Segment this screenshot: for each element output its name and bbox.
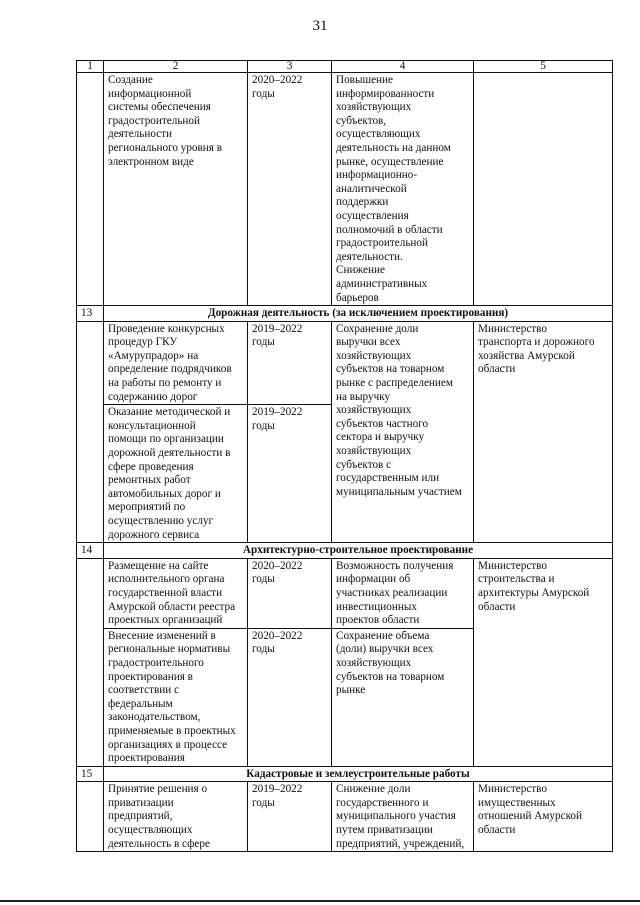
- table-row: [77, 558, 613, 628]
- row-number: [77, 73, 104, 306]
- period-cell: 2020–2022 годы: [248, 628, 332, 766]
- result-cell: Сохранение объема (доли) выручки всех хозяйствующих субъектов на товарном рынке: [332, 628, 474, 766]
- measure-cell: Принятие решения о приватизации предприятий, осуществляющих деятельность в сфере: [104, 782, 248, 852]
- table-row: [77, 321, 613, 405]
- table-row: [77, 73, 613, 306]
- column-header-1: 1: [77, 61, 104, 73]
- measure-cell: Создание информационной системы обеспечения градостроительной деятельности регионального уровня в электронном виде: [104, 73, 248, 306]
- section-number: 15: [77, 766, 104, 782]
- period-cell: 2020–2022 годы: [248, 558, 332, 628]
- section-number: 14: [77, 543, 104, 559]
- section-number: 13: [77, 306, 104, 322]
- measure-cell: Проведение конкурсных процедур ГКУ «Амурупрадор» на определение подрядчиков на работы по ремонту и содержанию дорог: [104, 321, 248, 405]
- executor-cell: [474, 73, 613, 306]
- section-row-14: [77, 543, 613, 559]
- table-header-row: [77, 61, 613, 73]
- page-number: 31: [312, 18, 328, 34]
- result-cell: Повышение информированности хозяйствующих субъектов, осуществляющих деятельность на данном рынке, осуществление информационно- аналитической поддержки осуществления полномочий в области градостроительной деятельности. Снижение административных барьеров: [332, 73, 474, 306]
- section-title: Кадастровые и землеустроительные работы: [104, 766, 613, 782]
- table-row: [77, 782, 613, 852]
- executor-cell: Министерство транспорта и дорожного хозяйства Амурской области: [474, 321, 613, 543]
- column-header-3: 3: [248, 61, 332, 73]
- row-number: [77, 782, 104, 852]
- column-header-4: 4: [332, 61, 474, 73]
- section-row-13: [77, 306, 613, 322]
- result-cell: Возможность получения информации об участниках реализации инвестиционных проектов области: [332, 558, 474, 628]
- executor-cell: Министерство строительства и архитектуры Амурской области: [474, 558, 613, 766]
- period-cell: 2019–2022 годы: [248, 405, 332, 543]
- measure-cell: Внесение изменений в региональные нормативы градостроительного проектирования в соответствии с федеральным законодательством, применяемые в проектных организациях в процессе проектирования: [104, 628, 248, 766]
- period-cell: 2019–2022 годы: [248, 782, 332, 852]
- column-header-2: 2: [104, 61, 248, 73]
- measures-table: [76, 60, 613, 852]
- column-header-5: 5: [474, 61, 613, 73]
- section-row-15: [77, 766, 613, 782]
- row-number: [77, 321, 104, 543]
- measure-cell: Размещение на сайте исполнительного органа государственной власти Амурской области реестра проектных организаций: [104, 558, 248, 628]
- executor-cell: Министерство имущественных отношений Амурской области: [474, 782, 613, 852]
- result-cell: Сохранение доли выручки всех хозяйствующих субъектов на товарном рынке с распределением на выручку хозяйствующих субъектов частного сектора и выручку хозяйствующих субъектов с государственным или муниципальным участием: [332, 321, 474, 543]
- row-number: [77, 558, 104, 766]
- section-title: Дорожная деятельность (за исключением проектирования): [104, 306, 613, 322]
- page-bottom-rule: [0, 900, 640, 902]
- period-cell: 2019–2022 годы: [248, 321, 332, 405]
- result-cell: Снижение доли государственного и муниципального участия путем приватизации предприятий, учреждений,: [332, 782, 474, 852]
- section-title: Архитектурно-строительное проектирование: [104, 543, 613, 559]
- period-cell: 2020–2022 годы: [248, 73, 332, 306]
- measure-cell: Оказание методической и консультационной помощи по организации дорожной деятельности в сфере проведения ремонтных работ автомобильных дорог и мероприятий по осуществлению услуг дорожного сервиса: [104, 405, 248, 543]
